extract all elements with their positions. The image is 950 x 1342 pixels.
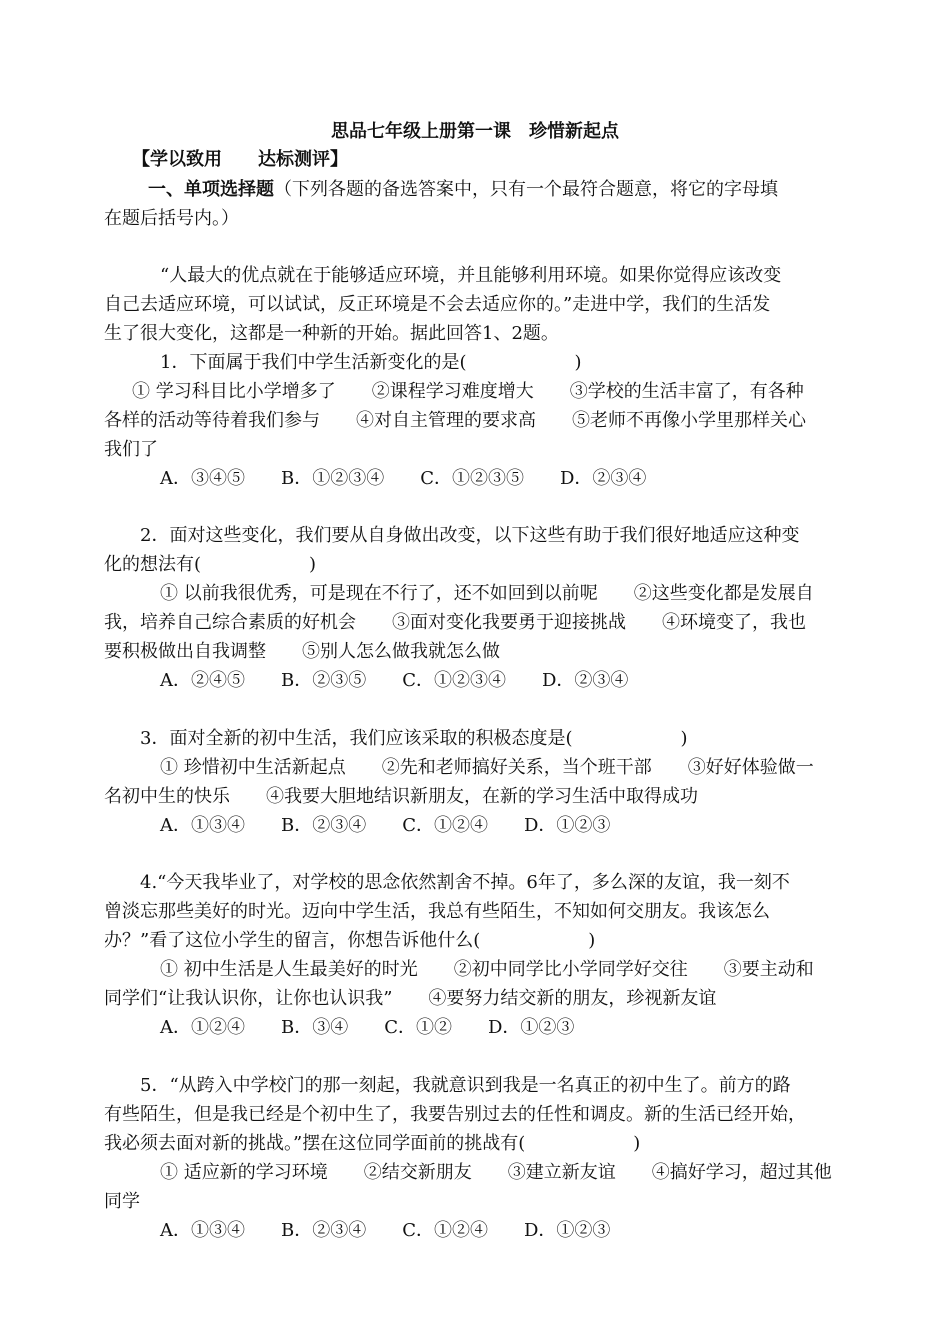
- part-one-instruction-cont: 在题后括号内。）: [104, 208, 239, 229]
- question-5-item: ① 适应新的学习环境 ②结交新朋友 ③建立新友谊 ④搞好学习，超过其他: [160, 1162, 832, 1183]
- part-one-title: 一、单项选择题: [148, 179, 274, 200]
- question-4-item: ① 初中生活是人生最美好的时光 ②初中同学比小学同学好交往 ③要主动和: [160, 959, 814, 980]
- question-3-item: 名初中生的快乐 ④我要大胆地结识新朋友，在新的学习生活中取得成功: [104, 786, 698, 807]
- question-5-stem: 5．“从跨入中学校门的那一刻起，我就意识到我是一名真正的初中生了。前方的路: [140, 1075, 791, 1096]
- passage-line: 生了很大变化，这都是一种新的开始。据此回答1、2题。: [104, 323, 559, 344]
- question-5-stem: 有些陌生，但是我已经是个初中生了，我要告别过去的任性和调皮。新的生活已经开始，: [104, 1104, 806, 1125]
- question-4-stem: 4.“今天我毕业了，对学校的思念依然割舍不掉。6年了，多么深的友谊，我一刻不: [140, 872, 790, 893]
- question-1-stem: 1．下面属于我们中学生活新变化的是( ): [160, 352, 582, 373]
- question-1-item: 我们了: [104, 439, 158, 460]
- section-header: 【学以致用 达标测评】: [132, 149, 348, 170]
- question-2-stem: 化的想法有( ): [104, 554, 317, 575]
- question-2-item: 我，培养自己综合素质的好机会 ③面对变化我要勇于迎接挑战 ④环境变了，我也: [104, 612, 806, 633]
- question-3-item: ① 珍惜初中生活新起点 ②先和老师搞好关系，当个班干部 ③好好体验做一: [160, 757, 814, 778]
- question-1-item: 各样的活动等待着我们参与 ④对自主管理的要求高 ⑤老师不再像小学里那样关心: [104, 410, 806, 431]
- question-4-stem: 办？”看了这位小学生的留言，你想告诉他什么( ): [104, 930, 596, 951]
- question-5-stem: 我必须去面对新的挑战。”摆在这位同学面前的挑战有( ): [104, 1133, 641, 1154]
- question-2-options: A．②④⑤ B．②③⑤ C．①②③④ D．②③④: [160, 670, 629, 691]
- question-4-options: A．①②④ B．③④ C．①② D．①②③: [160, 1017, 575, 1038]
- document-title: 思品七年级上册第一课 珍惜新起点: [331, 121, 619, 142]
- passage-line: “人最大的优点就在于能够适应环境，并且能够利用环境。如果你觉得应该改变: [160, 265, 782, 286]
- question-4-stem: 曾淡忘那些美好的时光。迈向中学生活，我总有些陌生，不知如何交朋友。我该怎么: [104, 901, 770, 922]
- question-4-item: 同学们“让我认识你，让你也认识我” ④要努力结交新的朋友，珍视新友谊: [104, 988, 717, 1009]
- part-one-heading: [148, 176, 896, 204]
- question-3-options: A．①③④ B．②③④ C．①②④ D．①②③: [160, 815, 611, 836]
- question-2-stem: 2．面对这些变化，我们要从自身做出改变，以下这些有助于我们很好地适应这种变: [140, 525, 800, 546]
- question-2-item: 要积极做出自我调整 ⑤别人怎么做我就怎么做: [104, 641, 500, 662]
- question-5-options: A．①③④ B．②③④ C．①②④ D．①②③: [160, 1220, 611, 1241]
- question-1-item: ① 学习科目比小学增多了 ②课程学习难度增大 ③学校的生活丰富了，有各种: [132, 381, 804, 402]
- passage-line: 自己去适应环境，可以试试，反正环境是不会去适应你的。”走进中学，我们的生活发: [104, 294, 771, 315]
- question-5-item: 同学: [104, 1191, 140, 1212]
- question-3-stem: 3．面对全新的初中生活，我们应该采取的积极态度是( ): [140, 728, 688, 749]
- question-2-item: ① 以前我很优秀，可是现在不行了，还不如回到以前呢 ②这些变化都是发展自: [160, 583, 814, 604]
- question-1-options: A．③④⑤ B．①②③④ C．①②③⑤ D．②③④: [160, 468, 647, 489]
- part-one-instruction: （下列各题的备选答案中，只有一个最符合题意，将它的字母填: [274, 179, 778, 200]
